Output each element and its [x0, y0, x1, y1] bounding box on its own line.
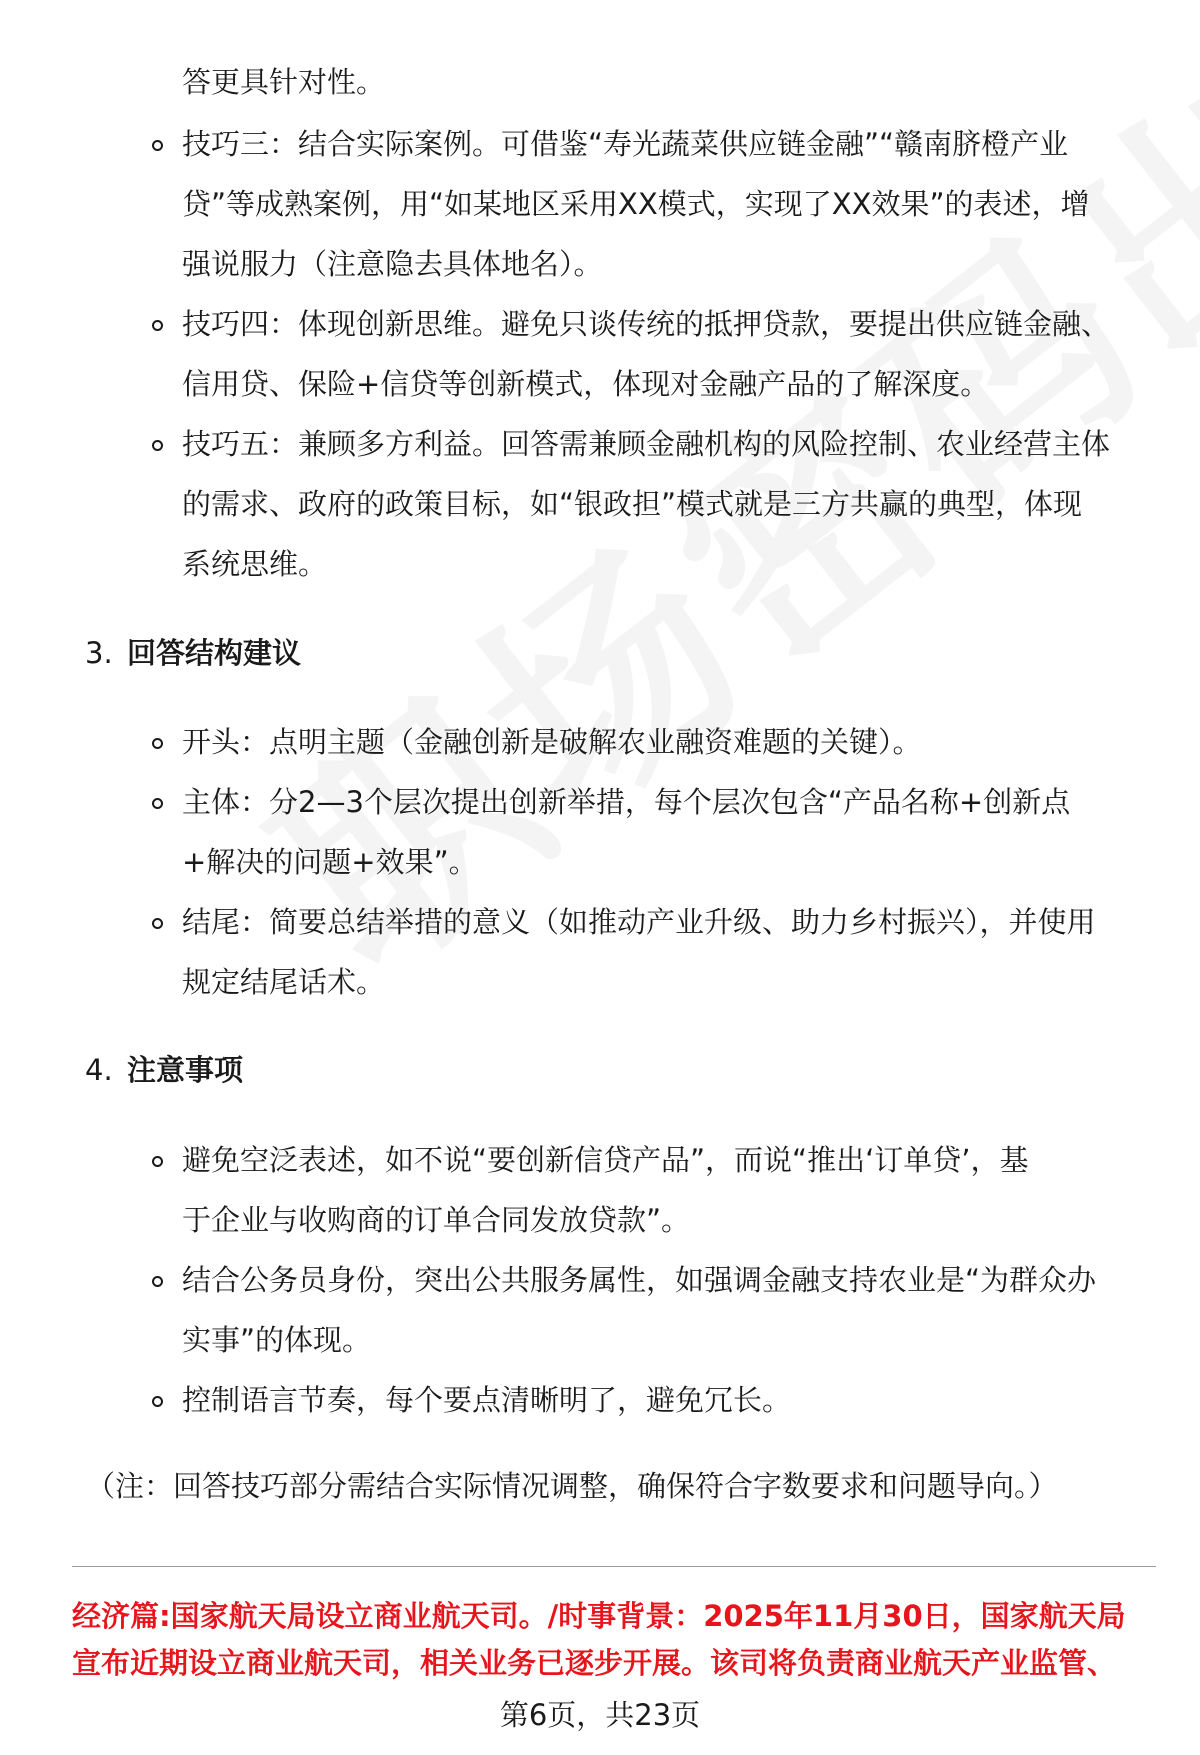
paragraph-line: 信用贷、保险+信贷等创新模式，体现对金融产品的了解深度。 [182, 367, 990, 401]
list-item-tip3: 技巧三：结合实际案例。可借鉴“寿光蔬菜供应链金融”“赣南脐橙产业 [182, 127, 1069, 161]
heading-number: 4. [85, 1053, 113, 1087]
promo-line: 宣布近期设立商业航天司，相关业务已逐步开展。该司将负责商业航天产业监管、 [72, 1646, 1117, 1680]
paragraph-line: 于企业与收购商的订单合同发放贷款”。 [182, 1203, 691, 1237]
footnote: （注：回答技巧部分需结合实际情况调整，确保符合字数要求和问题导向。） [86, 1469, 1058, 1503]
heading-number: 3. [85, 636, 113, 670]
paragraph-line: 规定结尾话术。 [182, 965, 386, 999]
bullet-circle-icon [152, 1276, 163, 1287]
list-item-tip5: 技巧五：兼顾多方利益。回答需兼顾金融机构的风险控制、农业经营主体 [182, 427, 1111, 461]
list-item-note2: 结合公务员身份，突出公共服务属性，如强调金融支持农业是“为群众办 [182, 1263, 1097, 1297]
bullet-circle-icon [152, 1156, 163, 1167]
list-item-note3: 控制语言节奏，每个要点清晰明了，避免冗长。 [182, 1383, 792, 1417]
paragraph-line: 实事”的体现。 [182, 1323, 372, 1357]
bullet-circle-icon [152, 738, 163, 749]
paragraph-line: 系统思维。 [182, 547, 328, 581]
heading-text: 注意事项 [127, 1053, 244, 1087]
bullet-circle-icon [152, 140, 163, 151]
promo-line: 经济篇:国家航天局设立商业航天司。/时事背景：2025年11月30日，国家航天局 [72, 1599, 1126, 1633]
page-number: 第6页，共23页 [499, 1698, 701, 1732]
bullet-circle-icon [152, 440, 163, 451]
paragraph-line: 答更具针对性。 [182, 65, 386, 99]
section-heading-3 [85, 633, 301, 673]
bullet-circle-icon [152, 798, 163, 809]
list-item-note1: 避免空泛表述，如不说“要创新信贷产品”，而说“推出‘订单贷’，基 [182, 1143, 1029, 1177]
bullet-circle-icon [152, 320, 163, 331]
heading-text: 回答结构建议 [127, 636, 302, 670]
paragraph-line: 贷”等成熟案例，用“如某地区采用XX模式，实现了XX效果”的表述，增 [182, 187, 1090, 221]
paragraph-line: 的需求、政府的政策目标，如“银政担”模式就是三方共赢的典型，体现 [182, 487, 1083, 521]
section-heading-4 [85, 1050, 243, 1090]
bullet-circle-icon [152, 1396, 163, 1407]
divider [72, 1566, 1156, 1567]
paragraph-line: +解决的问题+效果”。 [182, 845, 478, 879]
paragraph-line: 强说服力（注意隐去具体地名）。 [182, 247, 603, 281]
list-item-ending: 结尾：简要总结举措的意义（如推动产业升级、助力乡村振兴），并使用 [182, 905, 1096, 939]
list-item-body: 主体：分2—3个层次提出创新举措，每个层次包含“产品名称+创新点 [182, 785, 1071, 819]
list-item-opening: 开头：点明主题（金融创新是破解农业融资难题的关键）。 [182, 725, 922, 759]
list-item-tip4: 技巧四：体现创新思维。避免只谈传统的抵押贷款，要提出供应链金融、 [182, 307, 1111, 341]
bullet-circle-icon [152, 918, 163, 929]
